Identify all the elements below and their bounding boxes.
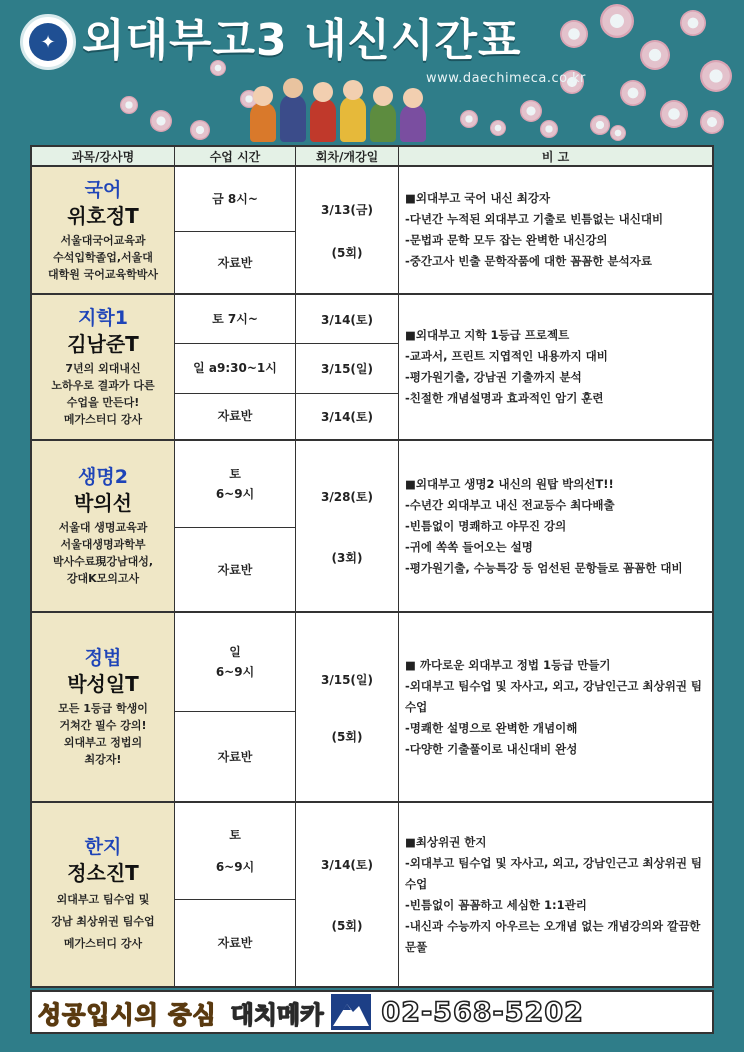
table-row-korean [32, 167, 712, 295]
mountain-logo-icon [331, 994, 371, 1030]
round-count: (5회) [331, 246, 363, 260]
website-url[interactable]: www.daechimeca.co.kr [426, 71, 586, 86]
material-class: 자료반 [175, 711, 296, 803]
blossom [660, 100, 688, 128]
table-row-biology [32, 441, 712, 613]
start-date: 3/14(토) [296, 295, 399, 343]
teacher-profile: 서울대 생명교육과 서울대생명과학부 박사수료現강남대성, 강대K모의고사 [52, 521, 154, 585]
phone-number[interactable]: 02-568-5202 [381, 996, 584, 1028]
page-title: 외대부고3 내신시간표 [82, 15, 522, 66]
subject-name: 지학1 [78, 307, 128, 329]
blossom [610, 125, 626, 141]
round-info [296, 613, 399, 803]
round-info [296, 803, 399, 986]
footer-slogan: 성공입시의 중심 [38, 1000, 217, 1029]
notes-cell: ■외대부고 지학 1등급 프로젝트 -교과서, 프린트 지엽적인 내용까지 대비 -평가원기출, 강남권 기출까지 분석 -친절한 개념설명과 효과적인 암기 훈련 [405, 328, 608, 405]
school-logo-icon: ✦ [20, 14, 76, 70]
teacher-profile: 외대부고 팀수업 및 강남 최상위권 팀수업 메가스터디 강사 [51, 892, 155, 950]
teacher-name: 정소진T [67, 860, 139, 885]
start-date: 3/15(일) [296, 343, 399, 393]
blossom [620, 80, 646, 106]
subject-name: 한지 [84, 835, 122, 858]
subject-cell [32, 167, 175, 293]
material-class: 자료반 [175, 899, 296, 986]
subject-cell [32, 613, 175, 801]
header-notes: 비 고 [399, 147, 712, 167]
notes-cell: ■외대부고 국어 내신 최강자 -다년간 누적된 외대부고 기출로 빈틈없는 내신대비 -문법과 문학 모두 잡는 완벽한 내신강의 -중간고사 빈출 문학작품에 대한 꼼꼼한 분석자료 [405, 191, 664, 268]
blossom [640, 40, 670, 70]
blossom [150, 110, 172, 132]
blossom [490, 120, 506, 136]
teacher-name: 박의선 [74, 491, 132, 515]
brand-name: 대치메카 [230, 1000, 324, 1029]
blossom [560, 20, 588, 48]
header-class-time: 수업 시간 [175, 147, 296, 167]
header-subject: 과목/강사명 [32, 147, 175, 167]
teacher-name: 박성일T [67, 672, 139, 696]
class-time: 토 6~9시 [175, 441, 296, 527]
blossom [700, 60, 732, 92]
class-time: 일 6~9시 [175, 613, 296, 711]
blossom [120, 96, 138, 114]
material-class: 자료반 [175, 527, 296, 613]
table-row-geography [32, 803, 712, 986]
material-class: 자료반 [175, 231, 296, 295]
table-row-earth-science [32, 295, 712, 441]
blossom [540, 120, 558, 138]
table-row-law [32, 613, 712, 803]
notes-cell: ■외대부고 생명2 내신의 원탑 박의선T!! -수년간 외대부고 내신 전교등수 최다배출 -빈틈없이 명쾌하고 야무진 강의 -귀에 쏙쏙 들어오는 설명 -평가원기출, 수능특강 등 엄선된 문항들로 꼼꼼한 대비 [405, 476, 683, 575]
subject-cell [32, 803, 175, 986]
class-time: 토 6~9시 [175, 803, 296, 899]
start-date: 3/14(토) [296, 393, 399, 439]
round-count: (5회) [331, 730, 363, 744]
teacher-name: 위호정T [67, 203, 139, 228]
teacher-profile: 모든 1등급 학생이 거쳐간 필수 강의! 외대부고 정법의 최강자! [58, 702, 148, 766]
blossom [460, 110, 478, 128]
teacher-profile: 서울대국어교육과 수석입학졸업,서울대 대학원 국어교육학박사 [47, 233, 159, 281]
round-count: (5회) [331, 918, 363, 933]
blossom [190, 120, 210, 140]
blossom [700, 110, 724, 134]
round-count: (3회) [331, 551, 363, 565]
subject-cell [32, 295, 175, 439]
students-illustration [250, 78, 440, 142]
blossom [520, 100, 542, 122]
start-date: 3/28(토) [321, 490, 373, 504]
class-time: 토 7시~ [175, 295, 296, 343]
footer-banner [30, 990, 714, 1034]
blossom [680, 10, 706, 36]
notes-cell: ■최상위권 한지 -외대부고 팀수업 및 자사고, 외고, 강남인근고 최상위권 팀수업 -빈틈없이 꼼꼼하고 세심한 1:1관리 -내신과 수능까지 아우르는 오개념 없는 개념강의와 깔끔한 문풀 [405, 834, 703, 954]
class-time: 금 8시~ [175, 167, 296, 231]
class-time: 일 a9:30~1시 [175, 343, 296, 393]
material-class: 자료반 [175, 393, 296, 439]
start-date: 3/13(금) [321, 203, 373, 217]
notes-cell: ■ 까다로운 외대부고 정법 1등급 만들기 -외대부고 팀수업 및 자사고, 외고, 강남인근고 최상위권 팀수업 -명쾌한 설명으로 완벽한 개념이해 -다양한 기출풀이로 내신대비 완성 [405, 657, 703, 756]
round-info [296, 441, 399, 613]
round-info [296, 167, 399, 295]
timetable [30, 145, 714, 988]
start-date: 3/14(토) [321, 857, 373, 872]
subject-cell [32, 441, 175, 611]
subject-name: 국어 [84, 178, 122, 201]
teacher-name: 김남준T [67, 332, 139, 356]
blossom [600, 4, 634, 38]
start-date: 3/15(일) [321, 673, 373, 687]
subject-name: 생명2 [78, 466, 128, 488]
blossom [590, 115, 610, 135]
header-round-date: 회차/개강일 [296, 147, 399, 167]
teacher-profile: 7년의 외대내신 노하우로 결과가 다른 수업을 만든다! 메가스터디 강사 [51, 362, 155, 426]
subject-name: 정법 [84, 647, 122, 669]
